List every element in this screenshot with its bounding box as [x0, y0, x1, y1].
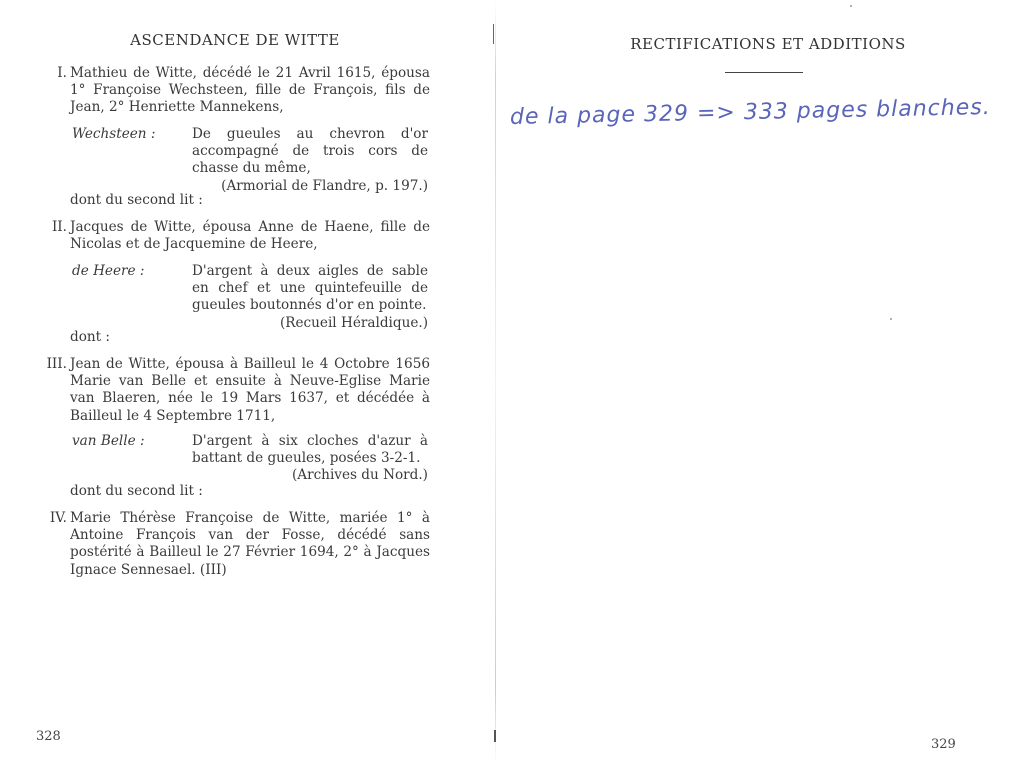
- arms-description: D'argent à six cloches d'azur à battant de gueules, posées 3-2-1.: [192, 433, 428, 467]
- head-rule: [725, 72, 803, 73]
- running-head-left: ASCENDANCE DE WITTE: [130, 31, 340, 49]
- arms-block-wechsteen: [72, 126, 428, 195]
- right-page: [498, 0, 1024, 766]
- entry-text: Jacques de Witte, épousa Anne de Haene, fille de Nicolas et de Jacquemine de Heere,: [70, 219, 430, 253]
- arms-name: van Belle :: [72, 433, 145, 449]
- genealogy-entry-3: [30, 356, 430, 425]
- arms-block-van-belle: [72, 433, 428, 485]
- book-gutter: [495, 0, 496, 766]
- entry-number: IV.: [49, 510, 67, 526]
- running-head-right: RECTIFICATIONS ET ADDITIONS: [630, 35, 906, 53]
- genealogy-entry-1: [30, 65, 430, 117]
- entry-text: Marie Thérèse Françoise de Witte, mariée 1° à Antoine François van der Fosse, décédé sans postérité à Bailleul le 27 Février 1694, 2° à Jacques Ignace Sennesael. (III): [70, 510, 430, 578]
- arms-source: (Armorial de Flandre, p. 197.): [221, 177, 428, 194]
- paper-speck: [850, 5, 852, 7]
- entry-number: II.: [51, 219, 67, 235]
- dont-label-2: dont :: [70, 329, 111, 345]
- arms-name: Wechsteen :: [72, 126, 156, 142]
- arms-source: (Recueil Héraldique.): [279, 314, 428, 331]
- page-number-left: 328: [36, 729, 61, 744]
- arms-description: De gueules au chevron d'or accompagné de trois cors de chasse du même,: [192, 126, 428, 177]
- paper-speck: [890, 318, 892, 320]
- dont-label-3: dont du second lit :: [70, 483, 203, 499]
- entry-text: Jean de Witte, épousa à Bailleul le 4 Octobre 1656 Marie van Belle et ensuite à Neuve-Eglise Marie van Blaeren, née le 19 Mars 1637, et décédée à Bailleul le 4 Septembre 1711,: [70, 356, 430, 424]
- dont-label-1: dont du second lit :: [70, 192, 203, 208]
- page-number-right: 329: [931, 737, 956, 752]
- entry-number: I.: [57, 65, 67, 81]
- arms-block-de-heere: [72, 263, 428, 332]
- entry-number: III.: [46, 356, 67, 372]
- arms-source: (Archives du Nord.): [291, 467, 428, 484]
- gutter-mark-bottom: [494, 730, 496, 742]
- genealogy-entry-4: [30, 510, 430, 579]
- gutter-mark-top: [493, 24, 494, 44]
- handwritten-note: de la page 329 => 333 pages blanches.: [509, 94, 991, 130]
- genealogy-entry-2: [30, 219, 430, 253]
- arms-name: de Heere :: [72, 263, 145, 279]
- arms-description: D'argent à deux aigles de sable en chef et une quintefeuille de gueules boutonnés d'or en pointe.: [192, 263, 428, 314]
- entry-text: Mathieu de Witte, décédé le 21 Avril 1615, épousa 1° Françoise Wechsteen, fille de François, fils de Jean, 2° Henriette Mannekens,: [70, 65, 430, 116]
- left-page: [0, 0, 496, 766]
